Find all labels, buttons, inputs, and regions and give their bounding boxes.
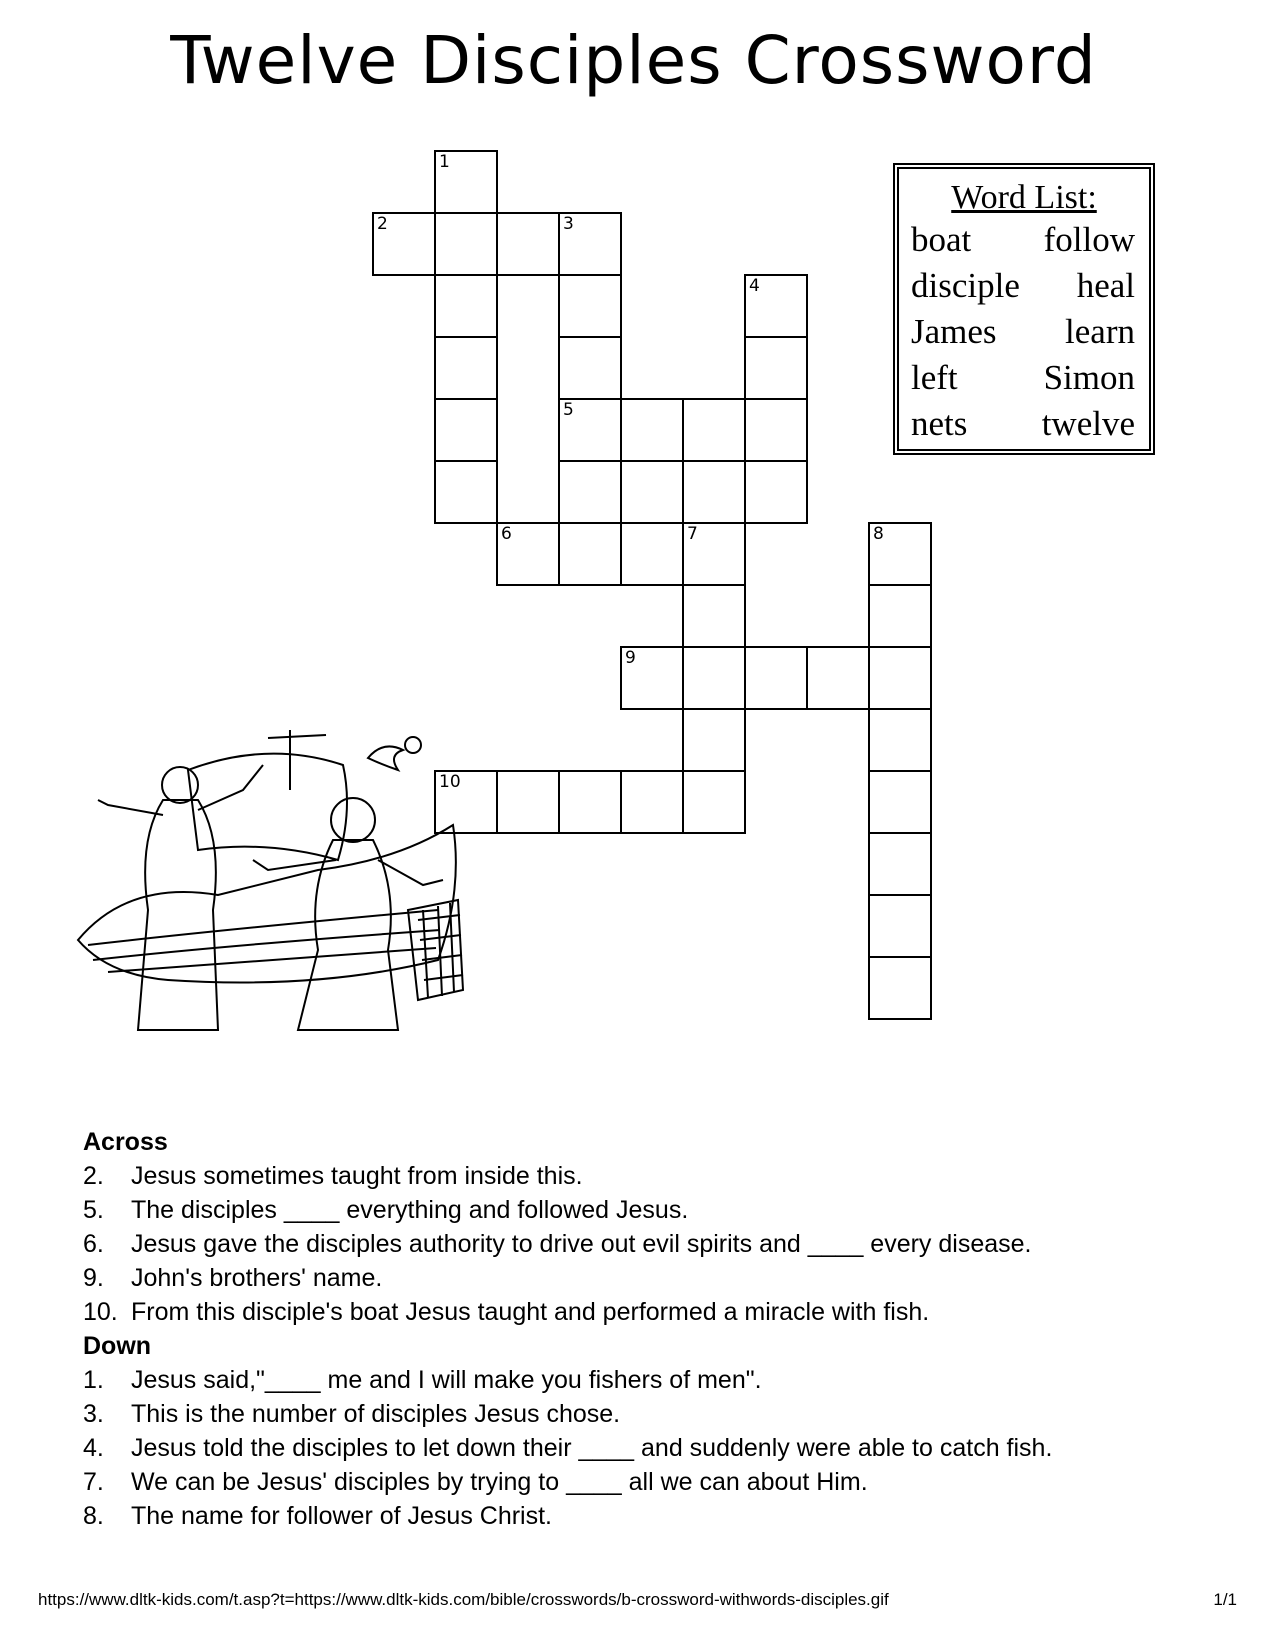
crossword-cell[interactable] bbox=[868, 832, 932, 896]
across-clue bbox=[83, 1261, 1052, 1295]
clue-number: 3. bbox=[83, 1400, 104, 1428]
crossword-cell[interactable] bbox=[434, 150, 498, 214]
word-list-row bbox=[899, 355, 1149, 401]
crossword-cell[interactable] bbox=[558, 336, 622, 400]
crossword-cell[interactable] bbox=[434, 336, 498, 400]
word-list-item: disciple bbox=[911, 266, 1020, 305]
clue-text: The name for follower of Jesus Christ. bbox=[131, 1502, 552, 1530]
crossword-cell[interactable] bbox=[682, 460, 746, 524]
clue-number: 6. bbox=[83, 1230, 104, 1258]
clue-number-label: 7 bbox=[687, 524, 698, 544]
clue-text: Jesus said,"____ me and I will make you fishers of men". bbox=[131, 1366, 762, 1394]
crossword-cell[interactable] bbox=[682, 584, 746, 648]
clue-text: John's brothers' name. bbox=[131, 1264, 383, 1292]
crossword-cell[interactable] bbox=[806, 646, 870, 710]
crossword-cell[interactable] bbox=[868, 522, 932, 586]
clue-number: 4. bbox=[83, 1434, 104, 1462]
clue-number-label: 9 bbox=[625, 648, 636, 668]
across-clue bbox=[83, 1159, 1052, 1193]
clue-text: From this disciple's boat Jesus taught and performed a miracle with fish. bbox=[131, 1298, 930, 1326]
clue-number: 5. bbox=[83, 1196, 104, 1224]
clue-number: 2. bbox=[83, 1162, 104, 1190]
crossword-cell[interactable] bbox=[558, 460, 622, 524]
crossword-cell[interactable] bbox=[558, 770, 622, 834]
word-list-row bbox=[899, 401, 1149, 447]
clue-number: 1. bbox=[83, 1366, 104, 1394]
clue-number-label: 6 bbox=[501, 524, 512, 544]
crossword-cell[interactable] bbox=[372, 212, 436, 276]
crossword-cell[interactable] bbox=[682, 398, 746, 462]
clue-text: The disciples ____ everything and followed Jesus. bbox=[131, 1196, 689, 1224]
crossword-cell[interactable] bbox=[682, 522, 746, 586]
clue-text: We can be Jesus' disciples by trying to ____ all we can about Him. bbox=[131, 1468, 868, 1496]
word-list-item: boat bbox=[911, 220, 972, 259]
clue-text: Jesus told the disciples to let down their ____ and suddenly were able to catch fish. bbox=[131, 1434, 1053, 1462]
word-list-item: left bbox=[911, 358, 958, 397]
down-clue bbox=[83, 1431, 1052, 1465]
word-list-row bbox=[899, 309, 1149, 355]
clue-number-label: 1 bbox=[439, 152, 450, 172]
down-clue bbox=[83, 1363, 1052, 1397]
word-list-row bbox=[899, 263, 1149, 309]
clue-number-label: 5 bbox=[563, 400, 574, 420]
down-heading: Down bbox=[83, 1332, 152, 1360]
crossword-cell[interactable] bbox=[434, 274, 498, 338]
crossword-cell[interactable] bbox=[558, 522, 622, 586]
crossword-cell[interactable] bbox=[558, 274, 622, 338]
jesus-and-disciples-boat-illustration bbox=[68, 730, 468, 1070]
clue-number-label: 3 bbox=[563, 214, 574, 234]
word-list-item: heal bbox=[1076, 266, 1135, 305]
crossword-cell[interactable] bbox=[682, 646, 746, 710]
word-list-item: James bbox=[911, 312, 997, 351]
crossword-cell[interactable] bbox=[868, 894, 932, 958]
footer-page-number: 1/1 bbox=[1213, 1590, 1237, 1609]
crossword-cell[interactable] bbox=[620, 522, 684, 586]
clue-text: Jesus sometimes taught from inside this. bbox=[131, 1162, 583, 1190]
crossword-cell[interactable] bbox=[496, 522, 560, 586]
crossword-cell[interactable] bbox=[868, 770, 932, 834]
word-list-row bbox=[899, 217, 1149, 263]
clue-number: 9. bbox=[83, 1264, 104, 1292]
crossword-cell[interactable] bbox=[744, 398, 808, 462]
crossword-cell[interactable] bbox=[558, 398, 622, 462]
word-list-item: learn bbox=[1065, 312, 1135, 351]
across-clue bbox=[83, 1193, 1052, 1227]
crossword-cell[interactable] bbox=[496, 770, 560, 834]
crossword-cell[interactable] bbox=[682, 708, 746, 772]
page-title: Twelve Disciples Crossword bbox=[170, 22, 1097, 99]
clue-text: Jesus gave the disciples authority to drive out evil spirits and ____ every disease. bbox=[131, 1230, 1032, 1258]
crossword-cell[interactable] bbox=[868, 584, 932, 648]
crossword-cell[interactable] bbox=[868, 646, 932, 710]
crossword-cell[interactable] bbox=[434, 212, 498, 276]
crossword-cell[interactable] bbox=[868, 708, 932, 772]
word-list-item: Simon bbox=[1043, 358, 1135, 397]
word-list-heading: Word List: bbox=[951, 179, 1097, 216]
clue-number-label: 4 bbox=[749, 276, 760, 296]
crossword-cell[interactable] bbox=[744, 274, 808, 338]
crossword-cell[interactable] bbox=[558, 212, 622, 276]
across-clue bbox=[83, 1295, 1052, 1329]
crossword-cell[interactable] bbox=[620, 646, 684, 710]
across-heading: Across bbox=[83, 1128, 168, 1156]
word-list-item: nets bbox=[911, 404, 968, 443]
crossword-cell[interactable] bbox=[496, 212, 560, 276]
crossword-cell[interactable] bbox=[682, 770, 746, 834]
clue-text: This is the number of disciples Jesus chose. bbox=[131, 1400, 621, 1428]
word-list-item: twelve bbox=[1041, 404, 1135, 443]
clue-number: 8. bbox=[83, 1502, 104, 1530]
clue-number-label: 2 bbox=[377, 214, 388, 234]
crossword-cell[interactable] bbox=[744, 336, 808, 400]
crossword-cell[interactable] bbox=[868, 956, 932, 1020]
clue-number-label: 8 bbox=[873, 524, 884, 544]
down-clue bbox=[83, 1397, 1052, 1431]
crossword-cell[interactable] bbox=[620, 770, 684, 834]
crossword-cell[interactable] bbox=[620, 398, 684, 462]
down-clue bbox=[83, 1499, 1052, 1533]
crossword-cell[interactable] bbox=[434, 460, 498, 524]
crossword-cell[interactable] bbox=[620, 460, 684, 524]
clues-section bbox=[83, 1125, 1052, 1533]
crossword-cell[interactable] bbox=[434, 398, 498, 462]
clue-number: 7. bbox=[83, 1468, 104, 1496]
clue-number-label: 10 bbox=[439, 772, 461, 792]
clue-number: 10. bbox=[83, 1298, 118, 1326]
crossword-cell[interactable] bbox=[744, 460, 808, 524]
crossword-cell[interactable] bbox=[744, 646, 808, 710]
word-list-item: follow bbox=[1043, 220, 1135, 259]
footer-url: https://www.dltk-kids.com/t.asp?t=https://www.dltk-kids.com/bible/crosswords/b-crossword-withwords-disciples.gif bbox=[38, 1590, 889, 1609]
down-clue bbox=[83, 1465, 1052, 1499]
word-list-box bbox=[893, 163, 1155, 455]
across-clue bbox=[83, 1227, 1052, 1261]
